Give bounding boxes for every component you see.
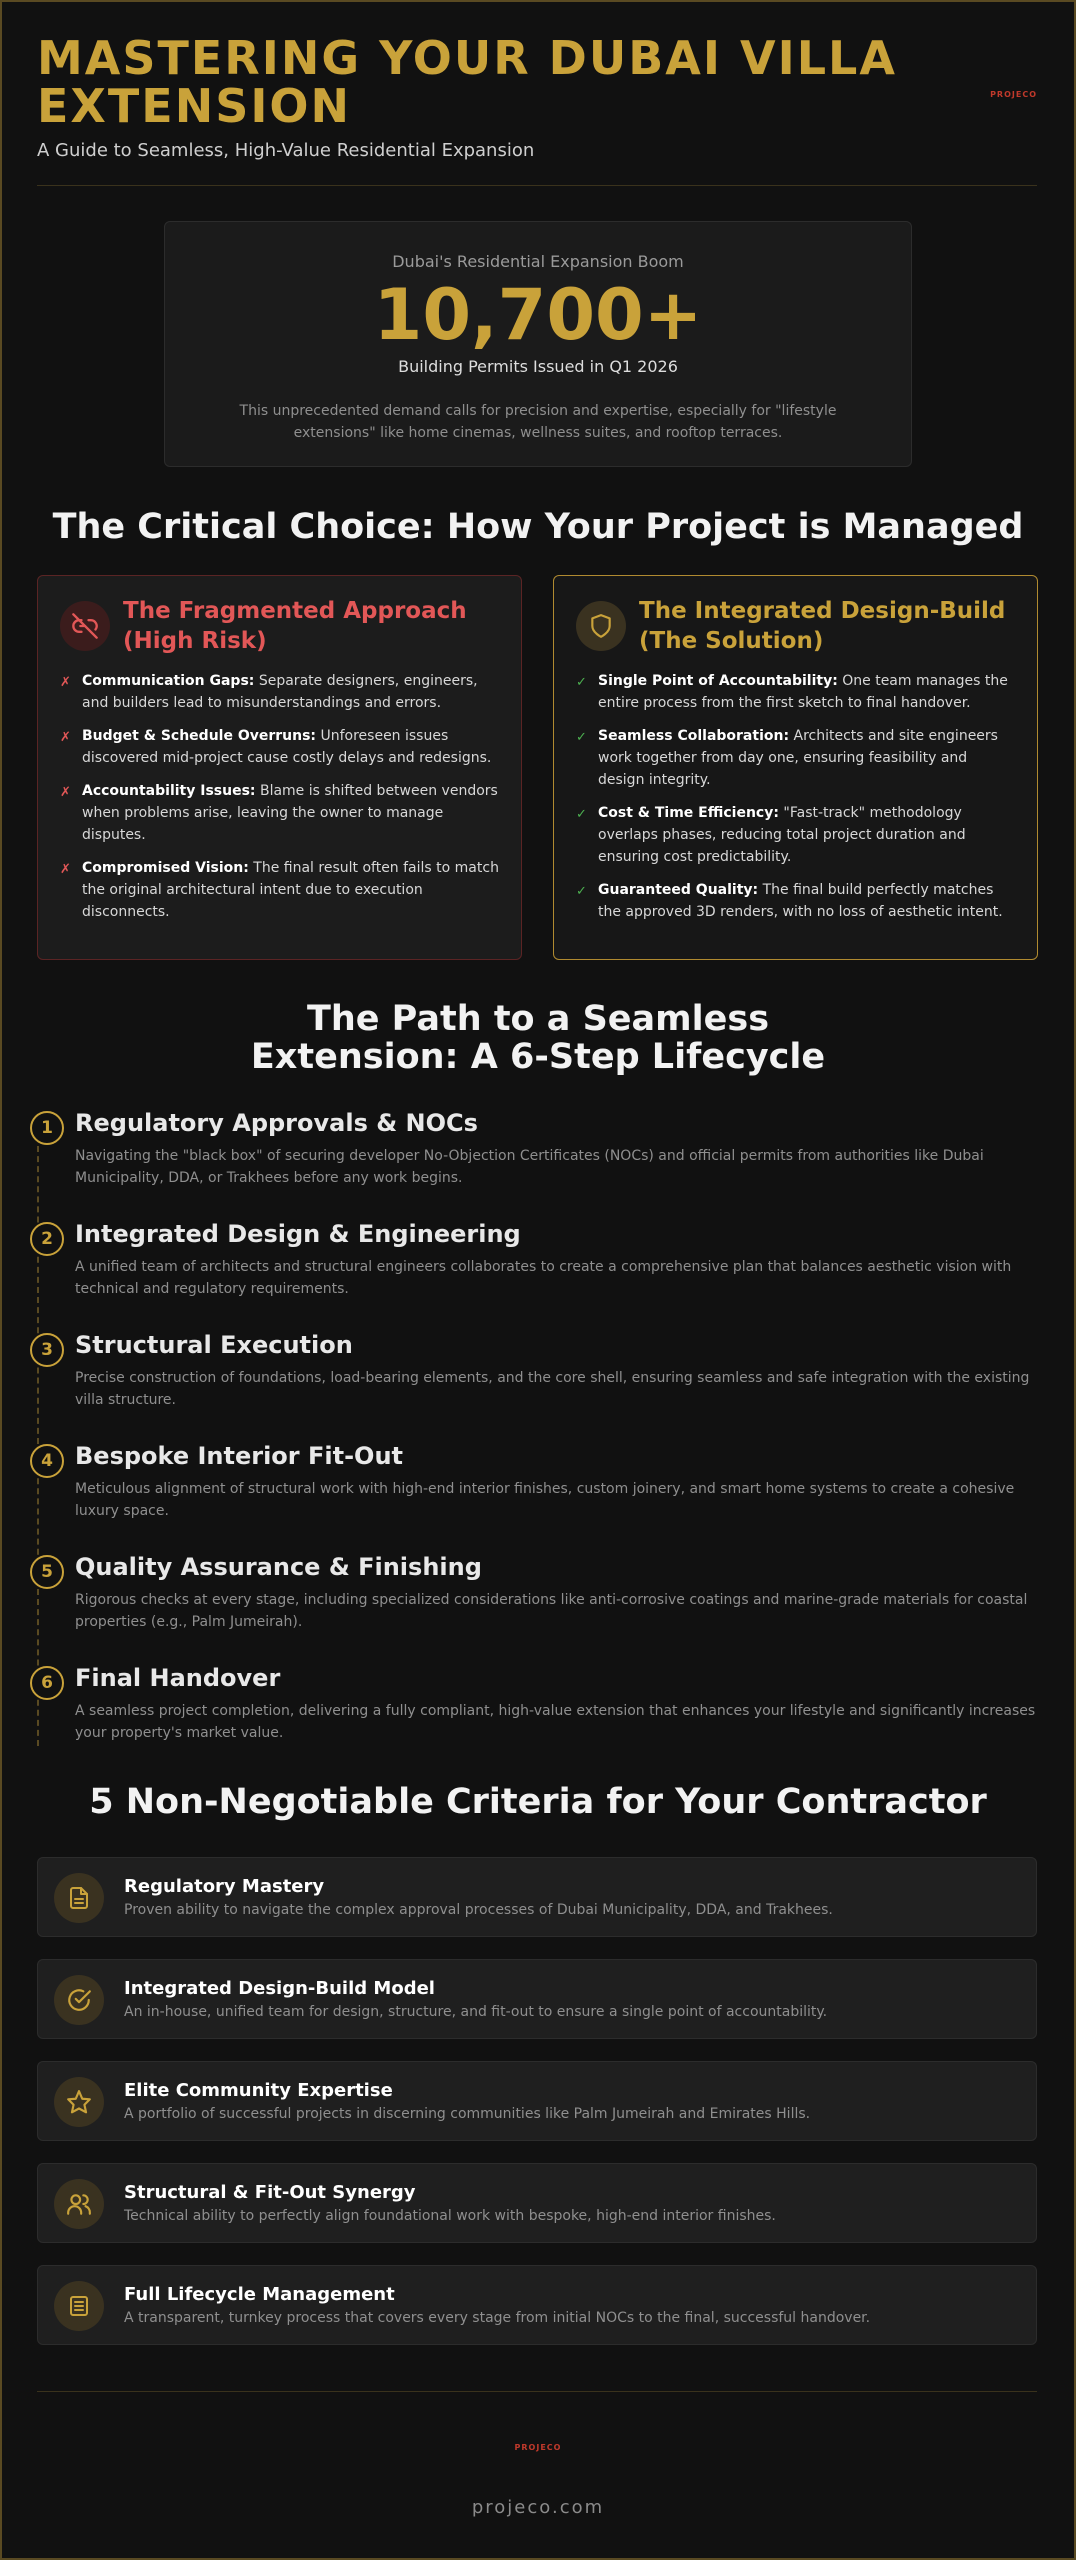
list-item bbox=[576, 725, 1016, 791]
x-icon: ✗ bbox=[60, 675, 71, 690]
item-label: Compromised Vision: bbox=[82, 860, 249, 876]
step-number: 4 bbox=[30, 1444, 64, 1478]
header-logo[interactable]: PROJECO bbox=[990, 90, 1037, 99]
criteria-title: Integrated Design-Build Model bbox=[124, 1978, 435, 1999]
step-number: 5 bbox=[30, 1555, 64, 1589]
x-icon: ✗ bbox=[60, 862, 71, 877]
step-description: Precise construction of foundations, load-bearing elements, and the core shell, ensuring seamless and safe integration with the existing villa structure. bbox=[75, 1370, 1030, 1408]
x-icon: ✗ bbox=[60, 730, 71, 745]
fragmented-approach-card bbox=[37, 575, 522, 960]
item-text: Architects and site engineers work together from day one, ensuring feasibility and design integrity. bbox=[598, 728, 998, 788]
document-icon bbox=[54, 1873, 104, 1923]
list-item bbox=[576, 670, 1016, 714]
step-number: 6 bbox=[30, 1666, 64, 1700]
criteria-title: Regulatory Mastery bbox=[124, 1876, 325, 1897]
criteria-title: Structural & Fit-Out Synergy bbox=[124, 2182, 416, 2203]
header-divider bbox=[37, 185, 1037, 186]
item-label: Cost & Time Efficiency: bbox=[598, 805, 779, 821]
fragmented-approach-title: The Fragmented Approach (High Risk) bbox=[123, 598, 467, 654]
step-title: Integrated Design & Engineering bbox=[75, 1220, 521, 1248]
broken-link-icon bbox=[60, 601, 110, 651]
item-label: Communication Gaps: bbox=[82, 673, 255, 689]
check-icon: ✓ bbox=[576, 884, 587, 899]
page-title: MASTERING YOUR DUBAI VILLA EXTENSION bbox=[37, 31, 897, 133]
stat-box bbox=[164, 221, 912, 467]
choice-heading: The Critical Choice: How Your Project is Managed bbox=[52, 507, 1024, 547]
list-item bbox=[576, 879, 1016, 923]
item-text: The final build perfectly matches the approved 3D renders, with no loss of aesthetic intent. bbox=[598, 882, 1003, 920]
check-icon: ✓ bbox=[576, 807, 587, 822]
criteria-title: Elite Community Expertise bbox=[124, 2080, 393, 2101]
item-label: Accountability Issues: bbox=[82, 783, 256, 799]
stat-number: 10,700+ bbox=[373, 274, 703, 356]
step-title: Quality Assurance & Finishing bbox=[75, 1553, 482, 1581]
step-title: Structural Execution bbox=[75, 1331, 353, 1359]
criteria-card bbox=[37, 1959, 1037, 2039]
solution-list bbox=[576, 670, 1016, 934]
stat-caption: Building Permits Issued in Q1 2026 bbox=[398, 357, 678, 376]
shield-icon bbox=[576, 601, 626, 651]
criteria-description: Technical ability to perfectly align foundational work with bespoke, high-end interior finishes. bbox=[124, 2208, 776, 2224]
check-icon: ✓ bbox=[576, 675, 587, 690]
criteria-card bbox=[37, 2163, 1037, 2243]
footer-url-link[interactable]: projeco.com bbox=[471, 2497, 605, 2518]
list-item bbox=[576, 802, 1016, 868]
x-icon: ✗ bbox=[60, 785, 71, 800]
stat-label: Dubai's Residential Expansion Boom bbox=[392, 252, 684, 271]
list-item bbox=[60, 670, 500, 714]
criteria-card bbox=[37, 2061, 1037, 2141]
criteria-heading: 5 Non-Negotiable Criteria for Your Contractor bbox=[89, 1782, 987, 1822]
step-title: Regulatory Approvals & NOCs bbox=[75, 1109, 478, 1137]
item-label: Budget & Schedule Overruns: bbox=[82, 728, 317, 744]
list-item bbox=[60, 857, 500, 923]
integrated-design-build-card bbox=[553, 575, 1038, 960]
item-label: Seamless Collaboration: bbox=[598, 728, 790, 744]
criteria-title: Full Lifecycle Management bbox=[124, 2284, 395, 2305]
footer-logo[interactable]: PROJECO bbox=[514, 2443, 562, 2452]
criteria-card bbox=[37, 1857, 1037, 1937]
item-text: One team manages the entire process from the first sketch to final handover. bbox=[598, 673, 1008, 711]
step-description: A unified team of architects and structural engineers collaborates to create a comprehensive plan that balances aesthetic vision with technical and regulatory requirements. bbox=[75, 1259, 1012, 1297]
page-subtitle: A Guide to Seamless, High-Value Residential Expansion bbox=[37, 140, 535, 161]
item-label: Single Point of Accountability: bbox=[598, 673, 838, 689]
step-description: Rigorous checks at every stage, including specialized considerations like anti-corrosive coatings and marine-grade materials for coastal properties (e.g., Palm Jumeirah). bbox=[75, 1592, 1028, 1630]
item-text: "Fast-track" methodology overlaps phases, reducing total project duration and ensuring cost predictability. bbox=[598, 805, 966, 865]
item-label: Guaranteed Quality: bbox=[598, 882, 759, 898]
integrated-design-build-title: The Integrated Design-Build (The Solution) bbox=[639, 598, 1006, 654]
risk-list bbox=[60, 670, 500, 934]
item-text: The final result often fails to match the original architectural intent due to execution disconnects. bbox=[82, 860, 499, 920]
item-text: Blame is shifted between vendors when problems arise, leaving the owner to manage disputes. bbox=[82, 783, 498, 843]
criteria-card bbox=[37, 2265, 1037, 2345]
step-description: A seamless project completion, delivering a fully compliant, high-value extension that enhances your lifestyle and significantly increases your property's market value. bbox=[75, 1703, 1036, 1741]
list-item bbox=[60, 725, 500, 769]
step-description: Navigating the "black box" of securing developer No-Objection Certificates (NOCs) and official permits from authorities like Dubai Municipality, DDA, or Trakhees before any work begins. bbox=[75, 1148, 984, 1186]
criteria-description: Proven ability to navigate the complex approval processes of Dubai Municipality, DDA, and Trakhees. bbox=[124, 1902, 833, 1918]
footer-divider bbox=[37, 2391, 1037, 2392]
users-icon bbox=[54, 2179, 104, 2229]
stat-description: This unprecedented demand calls for precision and expertise, especially for "lifestyle extensions" like home cinemas, wellness suites, and rooftop terraces. bbox=[239, 403, 837, 441]
criteria-description: A transparent, turnkey process that covers every stage from initial NOCs to the final, successful handover. bbox=[124, 2310, 871, 2326]
list-icon bbox=[54, 2281, 104, 2331]
item-text: Separate designers, engineers, and builders lead to misunderstandings and errors. bbox=[82, 673, 478, 711]
header bbox=[37, 31, 1037, 161]
check-circle-icon bbox=[54, 1975, 104, 2025]
lifecycle-heading: The Path to a Seamless Extension: A 6-Step Lifecycle bbox=[250, 999, 826, 1077]
step-number: 1 bbox=[30, 1111, 64, 1145]
criteria-description: A portfolio of successful projects in discerning communities like Palm Jumeirah and Emirates Hills. bbox=[124, 2106, 811, 2122]
step-title: Final Handover bbox=[75, 1664, 281, 1692]
step-description: Meticulous alignment of structural work with high-end interior finishes, custom joinery, and smart home systems to create a cohesive luxury space. bbox=[75, 1481, 1015, 1519]
step-title: Bespoke Interior Fit-Out bbox=[75, 1442, 403, 1470]
item-text: Unforeseen issues discovered mid-project cause costly delays and redesigns. bbox=[82, 728, 492, 766]
check-icon: ✓ bbox=[576, 730, 587, 745]
step-number: 2 bbox=[30, 1222, 64, 1256]
list-item bbox=[60, 780, 500, 846]
step-number: 3 bbox=[30, 1333, 64, 1367]
criteria-description: An in-house, unified team for design, structure, and fit-out to ensure a single point of accountability. bbox=[124, 2004, 828, 2020]
star-icon bbox=[54, 2077, 104, 2127]
